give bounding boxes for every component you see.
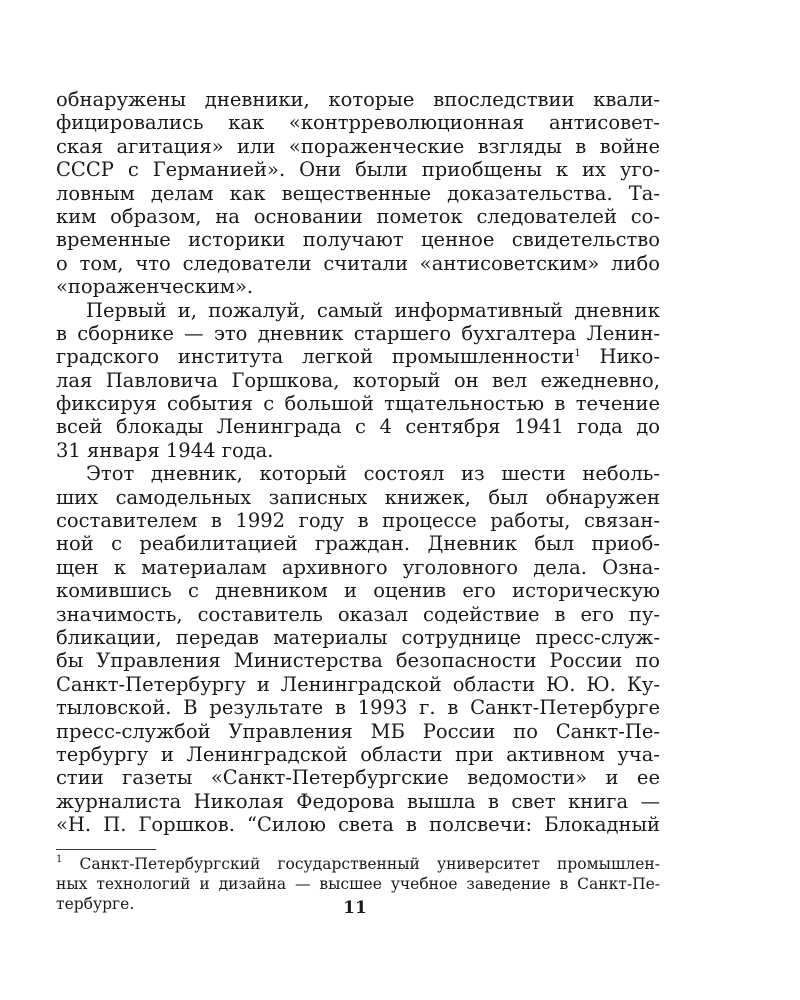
body-line: ким образом, на основании пометок следователей со- bbox=[56, 204, 660, 228]
body-line: временные историки получают ценное свидетельство bbox=[56, 228, 660, 252]
body-line: ловным делам как вещественные доказательства. Та- bbox=[56, 181, 660, 205]
body-line: стии газеты «Санкт-Петербургские ведомости» и ее bbox=[56, 766, 660, 790]
body-line: всей блокады Ленинграда с 4 сентября 1941 года до bbox=[56, 415, 660, 439]
body-line: комившись с дневником и оценив его историческую bbox=[56, 579, 660, 603]
page-number: 11 bbox=[343, 898, 367, 918]
body-line: фицировались как «контрреволюционная антисовет- bbox=[56, 111, 660, 135]
body-line: бы Управления Министерства безопасности России по bbox=[56, 649, 660, 673]
footnote-number: 1 bbox=[56, 853, 63, 865]
body-line: тыловской. В результате в 1993 г. в Санкт-Петербурге bbox=[56, 696, 660, 720]
page-body bbox=[56, 88, 660, 914]
body-line: лая Павловича Горшкова, который он вел ежедневно, bbox=[56, 368, 660, 392]
body-line: Первый и, пожалуй, самый информативный дневник bbox=[86, 298, 660, 322]
body-line: щен к материалам архивного уголовного дела. Озна- bbox=[56, 555, 660, 579]
body-line: бликации, передав материалы сотруднице пресс-служ- bbox=[56, 625, 660, 649]
footnote-line: ных технологий и дизайна — высшее учебное заведение в Санкт-Пе- bbox=[56, 874, 660, 893]
body-line: пресс-службой Управления МБ России по Санкт-Пе- bbox=[56, 719, 660, 743]
body-line: Санкт-Петербургу и Ленинградской области Ю. Ю. Ку- bbox=[56, 672, 660, 696]
footnote-marker: 1 bbox=[574, 348, 581, 360]
body-line: о том, что следователи считали «антисоветским» либо bbox=[56, 251, 660, 275]
body-line-tail: Нико- bbox=[599, 345, 660, 369]
body-line: в сборнике — это дневник старшего бухгалтера Ленин- bbox=[56, 321, 660, 345]
footnote-line: тербурге. bbox=[56, 894, 135, 913]
footnote-line bbox=[56, 854, 660, 874]
footnote-divider bbox=[56, 849, 156, 850]
body-line: составителем в 1992 году в процессе работы, связан- bbox=[56, 509, 660, 533]
body-line: журналиста Николая Федорова вышла в свет книга — bbox=[56, 789, 660, 813]
body-line: ших самодельных записных книжек, был обнаружен bbox=[56, 485, 660, 509]
body-line-text: градского института легкой промышленности bbox=[56, 345, 575, 369]
body-line: ская агитация» или «пораженческие взгляды в войне bbox=[56, 134, 660, 158]
body-line: Этот дневник, который состоял из шести неболь- bbox=[86, 462, 660, 486]
body-line: 31 января 1944 года. bbox=[56, 438, 274, 462]
body-line: обнаружены дневники, которые впоследствии квали- bbox=[56, 88, 660, 111]
body-line-with-footnote bbox=[56, 345, 660, 368]
body-line: ной с реабилитацией граждан. Дневник был приоб- bbox=[56, 532, 660, 556]
body-line: СССР с Германией». Они были приобщены к их уго- bbox=[56, 158, 660, 182]
body-line: фиксируя события с большой тщательностью в течение bbox=[56, 392, 660, 416]
body-line: значимость, составитель оказал содействие в его пу- bbox=[56, 602, 660, 626]
footnote-text: Санкт-Петербургский государственный университет промышлен- bbox=[79, 854, 660, 873]
body-line: тербургу и Ленинградской области при активном уча- bbox=[56, 742, 660, 766]
body-line: «пораженческим». bbox=[56, 275, 254, 299]
body-line: «Н. П. Горшков. “Силою света в полсвечи: Блокадный bbox=[56, 813, 660, 837]
